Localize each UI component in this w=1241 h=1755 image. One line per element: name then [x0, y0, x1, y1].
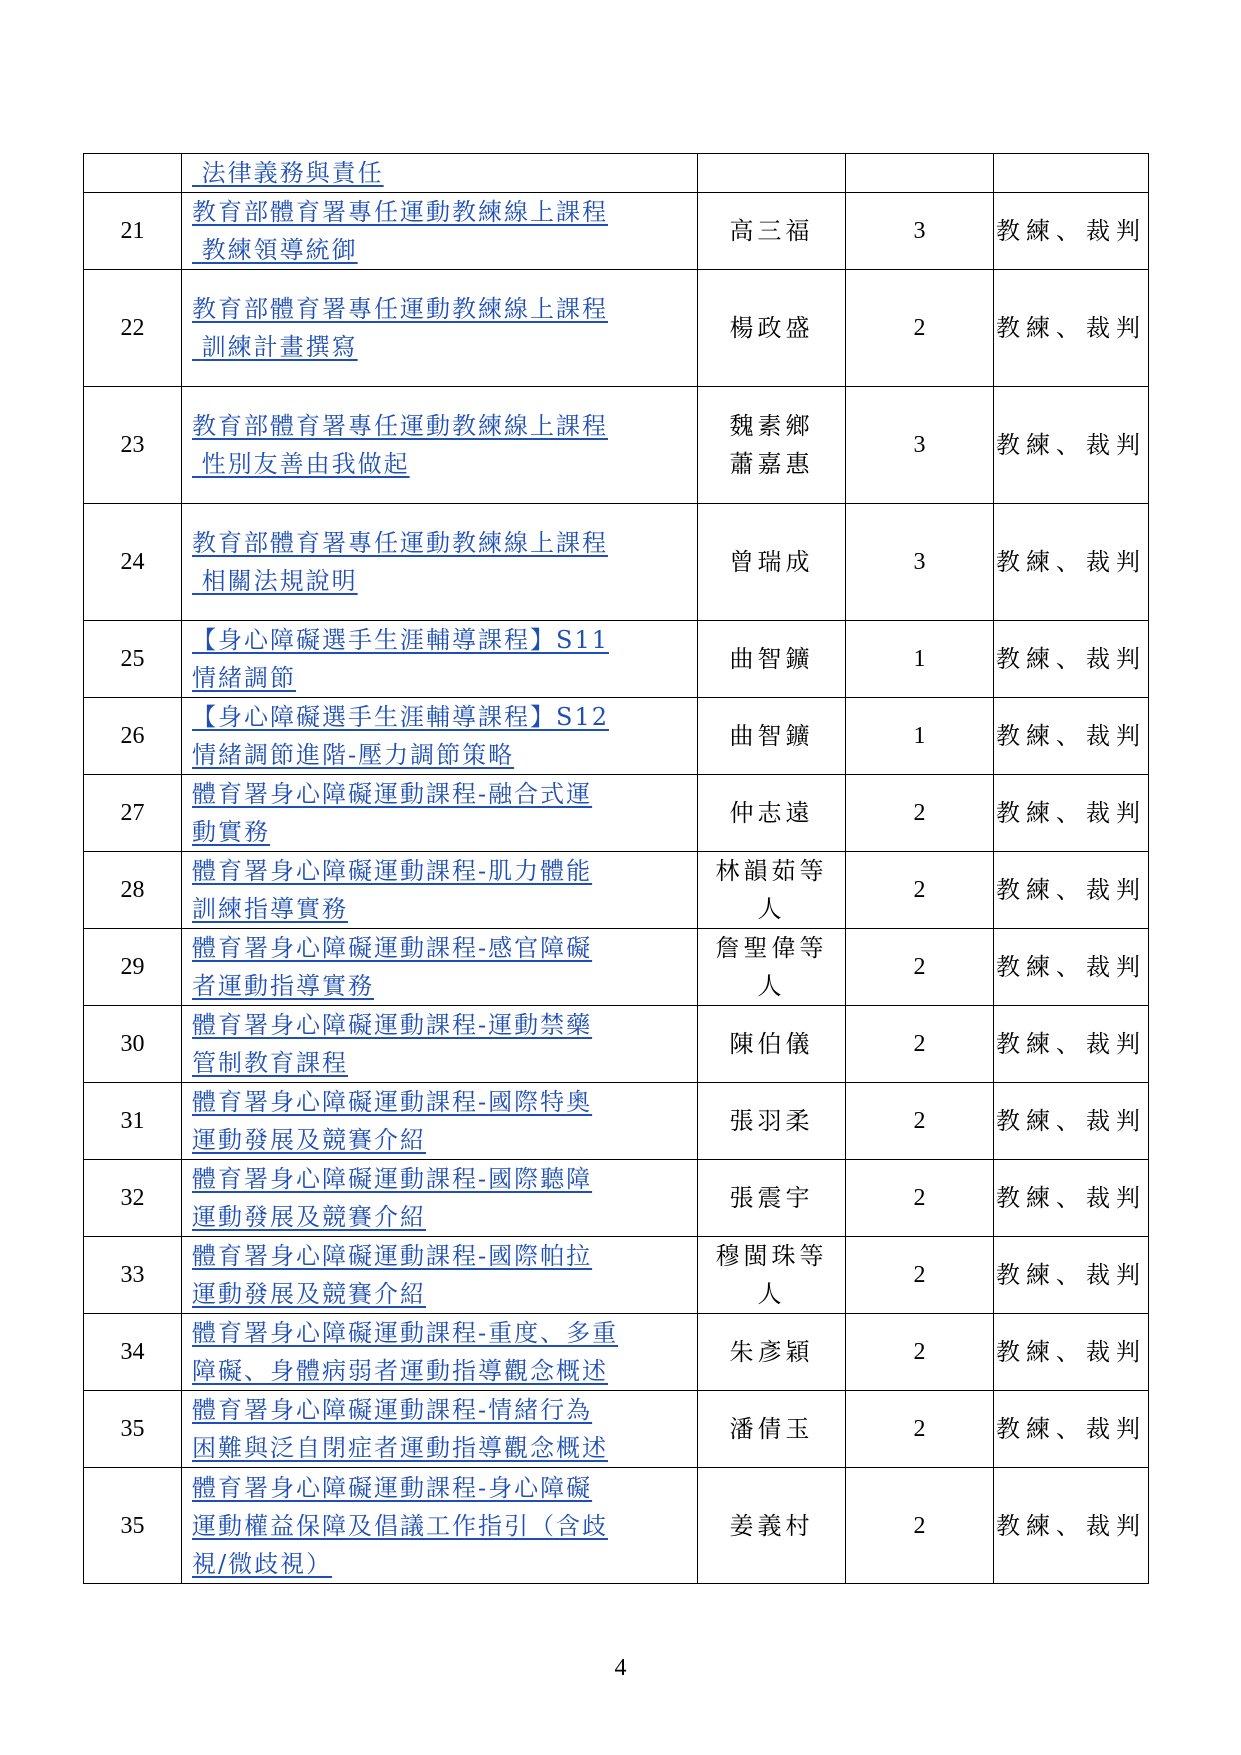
teacher: 穆閩珠等 人	[698, 1237, 846, 1314]
target-audience: 教練、裁判	[994, 852, 1149, 929]
teacher: 潘倩玉	[698, 1391, 846, 1468]
hours: 3	[846, 504, 994, 621]
teacher: 高三福	[698, 193, 846, 270]
target-audience: 教練、裁判	[994, 621, 1149, 698]
target-audience: 教練、裁判	[994, 929, 1149, 1006]
course-table	[83, 153, 1149, 1584]
course-link[interactable]: 教育部體育署專任運動教練線上課程 相關法規說明	[192, 529, 608, 595]
target-audience: 教練、裁判	[994, 775, 1149, 852]
teacher: 詹聖偉等 人	[698, 929, 846, 1006]
row-number: 21	[84, 193, 182, 270]
teacher: 林韻茹等 人	[698, 852, 846, 929]
course-link[interactable]: 體育署身心障礙運動課程-國際帕拉 運動發展及競賽介紹	[192, 1242, 593, 1308]
hours: 2	[846, 1314, 994, 1391]
hours: 2	[846, 1083, 994, 1160]
course-link[interactable]: 體育署身心障礙運動課程-情緒行為 困難與泛自閉症者運動指導觀念概述	[192, 1396, 608, 1462]
course-link[interactable]: 法律義務與責任	[192, 159, 384, 187]
course-name-cell	[182, 852, 698, 929]
course-name-cell	[182, 1391, 698, 1468]
teacher: 張震宇	[698, 1160, 846, 1237]
row-number: 29	[84, 929, 182, 1006]
target-audience	[994, 154, 1149, 193]
course-link[interactable]: 體育署身心障礙運動課程-身心障礙 運動權益保障及倡議工作指引（含歧 視/微歧視）	[192, 1473, 608, 1578]
course-name-cell	[182, 154, 698, 193]
table-row	[84, 1237, 1149, 1314]
course-name-cell	[182, 1006, 698, 1083]
target-audience: 教練、裁判	[994, 1391, 1149, 1468]
row-number: 34	[84, 1314, 182, 1391]
course-name-cell	[182, 1160, 698, 1237]
row-number: 27	[84, 775, 182, 852]
target-audience: 教練、裁判	[994, 1468, 1149, 1584]
teacher: 楊政盛	[698, 270, 846, 387]
target-audience: 教練、裁判	[994, 193, 1149, 270]
target-audience: 教練、裁判	[994, 1314, 1149, 1391]
teacher: 陳伯儀	[698, 1006, 846, 1083]
row-number: 28	[84, 852, 182, 929]
row-number: 24	[84, 504, 182, 621]
target-audience: 教練、裁判	[994, 1160, 1149, 1237]
table-row	[84, 1160, 1149, 1237]
row-number: 35	[84, 1468, 182, 1584]
course-link[interactable]: 體育署身心障礙運動課程-融合式運 動實務	[192, 780, 593, 846]
course-name-cell	[182, 270, 698, 387]
hours: 3	[846, 193, 994, 270]
course-link[interactable]: 【身心障礙選手生涯輔導課程】S12 情緒調節進階-壓力調節策略	[192, 703, 609, 769]
hours: 1	[846, 621, 994, 698]
course-link[interactable]: 體育署身心障礙運動課程-重度、多重 障礙、身體病弱者運動指導觀念概述	[192, 1319, 619, 1385]
hours: 2	[846, 1468, 994, 1584]
course-name-cell	[182, 1237, 698, 1314]
course-name-cell	[182, 929, 698, 1006]
course-link[interactable]: 體育署身心障礙運動課程-感官障礙 者運動指導實務	[192, 934, 593, 1000]
hours: 2	[846, 1160, 994, 1237]
course-link[interactable]: 體育署身心障礙運動課程-國際特奧 運動發展及競賽介紹	[192, 1088, 593, 1154]
course-name-cell	[182, 1314, 698, 1391]
teacher: 曾瑞成	[698, 504, 846, 621]
table-row	[84, 504, 1149, 621]
table-row	[84, 154, 1149, 193]
teacher	[698, 154, 846, 193]
teacher: 朱彥穎	[698, 1314, 846, 1391]
row-number: 30	[84, 1006, 182, 1083]
table-row	[84, 852, 1149, 929]
table-row	[84, 775, 1149, 852]
row-number: 25	[84, 621, 182, 698]
hours: 3	[846, 387, 994, 504]
course-name-cell	[182, 1083, 698, 1160]
hours: 2	[846, 1391, 994, 1468]
target-audience: 教練、裁判	[994, 1083, 1149, 1160]
hours: 2	[846, 775, 994, 852]
teacher: 仲志遠	[698, 775, 846, 852]
hours: 2	[846, 929, 994, 1006]
course-link[interactable]: 教育部體育署專任運動教練線上課程 性別友善由我做起	[192, 412, 608, 478]
target-audience: 教練、裁判	[994, 504, 1149, 621]
course-link[interactable]: 教育部體育署專任運動教練線上課程 訓練計畫撰寫	[192, 295, 608, 361]
course-name-cell	[182, 621, 698, 698]
hours: 2	[846, 852, 994, 929]
target-audience: 教練、裁判	[994, 387, 1149, 504]
row-number: 35	[84, 1391, 182, 1468]
course-link[interactable]: 【身心障礙選手生涯輔導課程】S11 情緒調節	[192, 626, 609, 692]
course-link[interactable]: 教育部體育署專任運動教練線上課程 教練領導統御	[192, 198, 608, 264]
teacher: 姜義村	[698, 1468, 846, 1584]
teacher: 張羽柔	[698, 1083, 846, 1160]
target-audience: 教練、裁判	[994, 698, 1149, 775]
row-number: 32	[84, 1160, 182, 1237]
hours	[846, 154, 994, 193]
row-number: 26	[84, 698, 182, 775]
page-number: 4	[614, 1655, 627, 1681]
table-row	[84, 270, 1149, 387]
teacher: 曲智鑛	[698, 621, 846, 698]
target-audience: 教練、裁判	[994, 270, 1149, 387]
course-name-cell	[182, 193, 698, 270]
hours: 2	[846, 1006, 994, 1083]
hours: 2	[846, 1237, 994, 1314]
table-row	[84, 698, 1149, 775]
table-row	[84, 1314, 1149, 1391]
hours: 2	[846, 270, 994, 387]
row-number	[84, 154, 182, 193]
teacher: 魏素鄉 蕭嘉惠	[698, 387, 846, 504]
row-number: 23	[84, 387, 182, 504]
course-name-cell	[182, 698, 698, 775]
course-link[interactable]: 體育署身心障礙運動課程-肌力體能 訓練指導實務	[192, 857, 593, 923]
course-link[interactable]: 體育署身心障礙運動課程-運動禁藥 管制教育課程	[192, 1011, 593, 1077]
row-number: 31	[84, 1083, 182, 1160]
table-row	[84, 193, 1149, 270]
table-row	[84, 929, 1149, 1006]
hours: 1	[846, 698, 994, 775]
row-number: 22	[84, 270, 182, 387]
course-name-cell	[182, 504, 698, 621]
course-link[interactable]: 體育署身心障礙運動課程-國際聽障 運動發展及競賽介紹	[192, 1165, 593, 1231]
target-audience: 教練、裁判	[994, 1237, 1149, 1314]
table-row	[84, 1468, 1149, 1584]
row-number: 33	[84, 1237, 182, 1314]
target-audience: 教練、裁判	[994, 1006, 1149, 1083]
table-row	[84, 1391, 1149, 1468]
table-row	[84, 1006, 1149, 1083]
course-name-cell	[182, 1468, 698, 1584]
course-name-cell	[182, 775, 698, 852]
table-row	[84, 387, 1149, 504]
teacher: 曲智鑛	[698, 698, 846, 775]
course-name-cell	[182, 387, 698, 504]
table-row	[84, 1083, 1149, 1160]
table-row	[84, 621, 1149, 698]
